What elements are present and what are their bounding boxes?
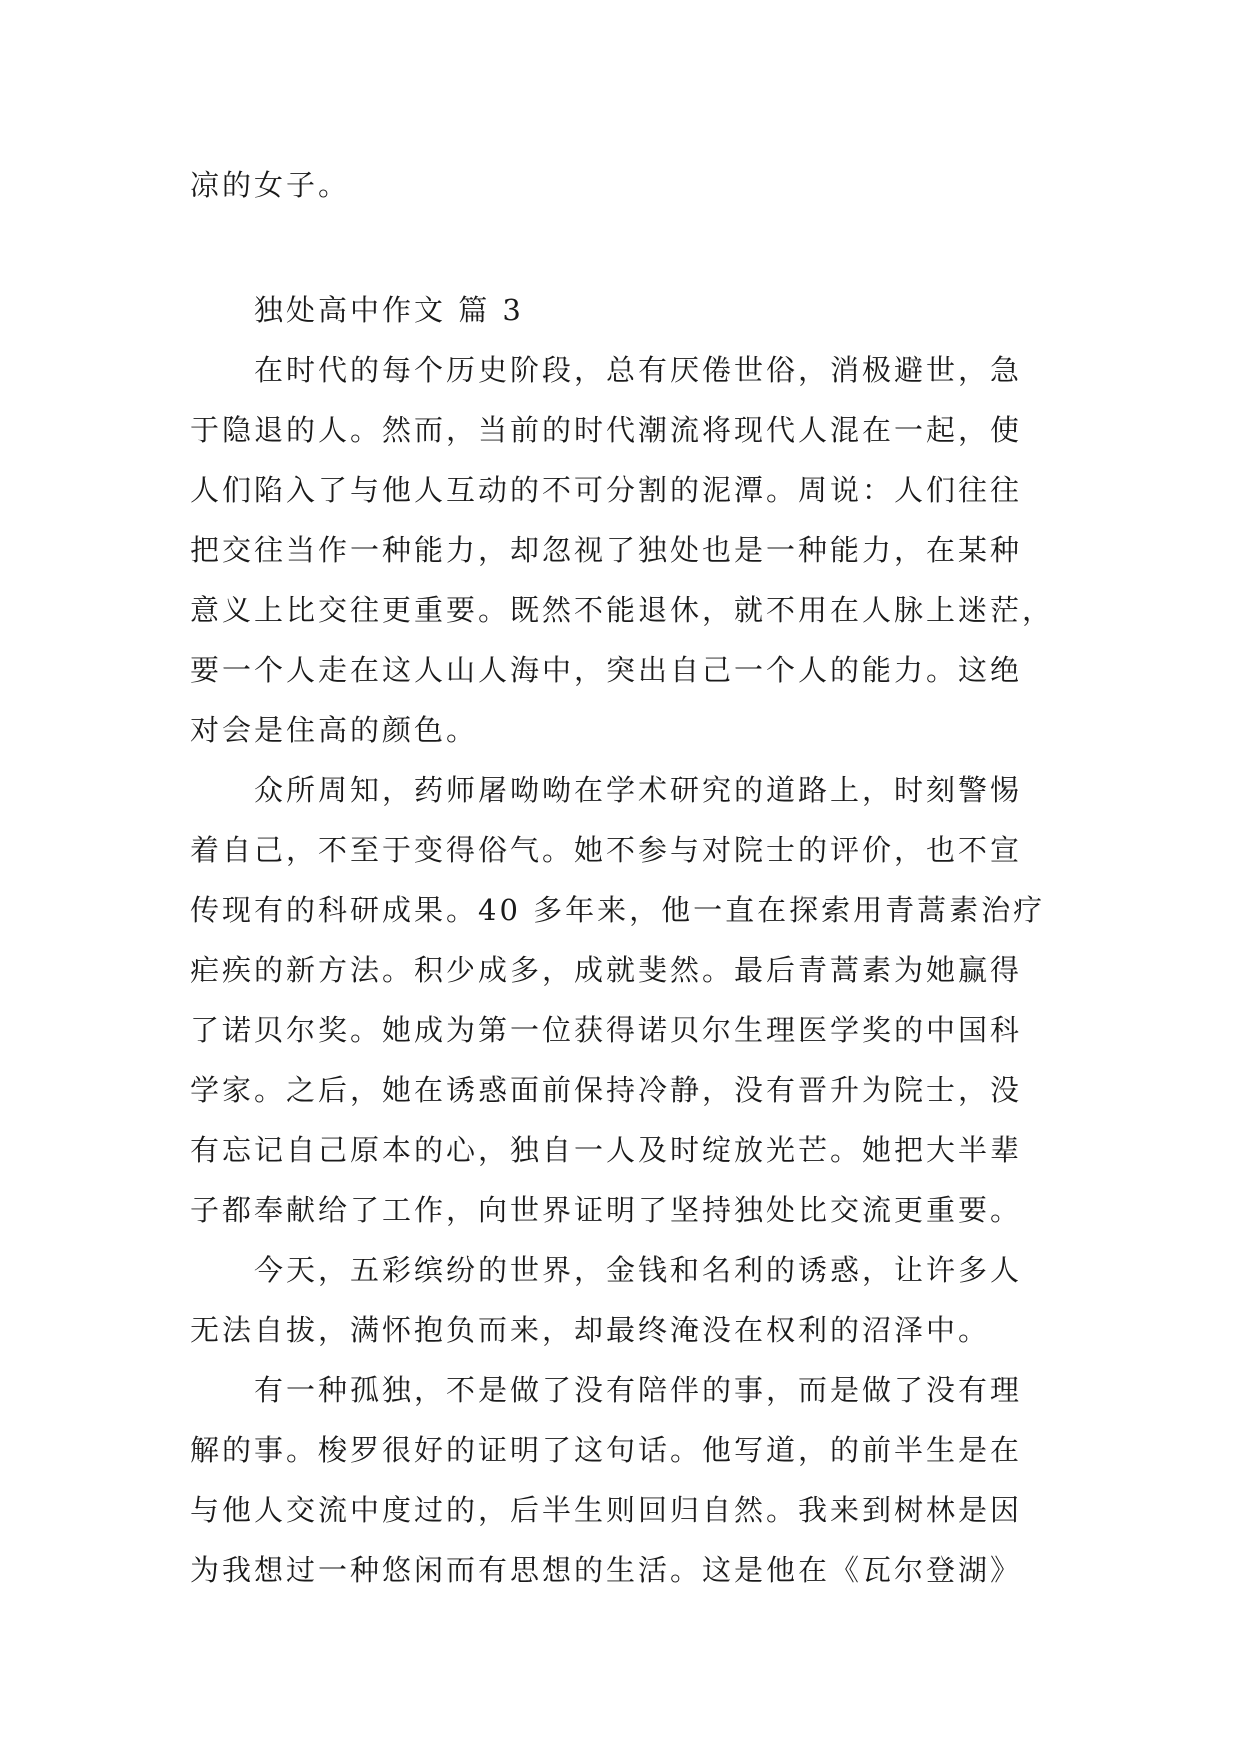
paragraph-line: 与他人交流中度过的，后半生则回归自然。我来到树林是因: [190, 1493, 1023, 1527]
paragraph-line: 要一个人走在这人山人海中，突出自己一个人的能力。这绝: [190, 653, 1023, 687]
paragraph-line: 解的事。梭罗很好的证明了这句话。他写道，的前半生是在: [190, 1433, 1023, 1467]
paragraph-line: 无法自拔，满怀抱负而来，却最终淹没在权利的沼泽中。: [190, 1313, 991, 1347]
paragraph-line: 人们陷入了与他人互动的不可分割的泥潭。周说：人们往往: [190, 473, 1023, 507]
paragraph-line: 今天，五彩缤纷的世界，金钱和名利的诱惑，让许多人: [254, 1253, 1023, 1287]
paragraph-line: 传现有的科研成果。40 多年来，他一直在探索用青蒿素治疗: [190, 893, 1046, 927]
paragraph-line: 子都奉献给了工作，向世界证明了坚持独处比交流更重要。: [190, 1193, 1023, 1227]
paragraph-line: 在时代的每个历史阶段，总有厌倦世俗，消极避世，急: [254, 353, 1023, 387]
paragraph-line: 了诺贝尔奖。她成为第一位获得诺贝尔生理医学奖的中国科: [190, 1013, 1023, 1047]
paragraph-line: 有忘记自己原本的心，独自一人及时绽放光芒。她把大半辈: [190, 1133, 1023, 1167]
paragraph-line: 为我想过一种悠闲而有思想的生活。这是他在《瓦尔登湖》: [190, 1553, 1023, 1587]
paragraph-line: 于隐退的人。然而，当前的时代潮流将现代人混在一起，使: [190, 413, 1023, 447]
document-body: [190, 155, 1070, 1600]
paragraph: [190, 1360, 1070, 1600]
paragraph-line: 有一种孤独，不是做了没有陪伴的事，而是做了没有理: [254, 1373, 1023, 1407]
section-title: 独处高中作文 篇 3: [254, 293, 524, 327]
paragraph: [190, 1240, 1070, 1360]
paragraph-line: 众所周知，药师屠呦呦在学术研究的道路上，时刻警惕: [254, 773, 1023, 807]
paragraph-line: 学家。之后，她在诱惑面前保持冷静，没有晋升为院士，没: [190, 1073, 1023, 1107]
paragraph-line: 意义上比交往更重要。既然不能退休，就不用在人脉上迷茫，: [190, 593, 1055, 627]
paragraph-line: 对会是住高的颜色。: [190, 713, 479, 747]
paragraph-line: 把交往当作一种能力，却忽视了独处也是一种能力，在某种: [190, 533, 1023, 567]
paragraph-line: 着自己，不至于变得俗气。她不参与对院士的评价，也不宣: [190, 833, 1023, 867]
paragraph: [190, 340, 1070, 760]
lead-line: 凉的女子。: [190, 168, 351, 202]
paragraph: [190, 760, 1070, 1240]
paragraph-line: 疟疾的新方法。积少成多，成就斐然。最后青蒿素为她赢得: [190, 953, 1023, 987]
